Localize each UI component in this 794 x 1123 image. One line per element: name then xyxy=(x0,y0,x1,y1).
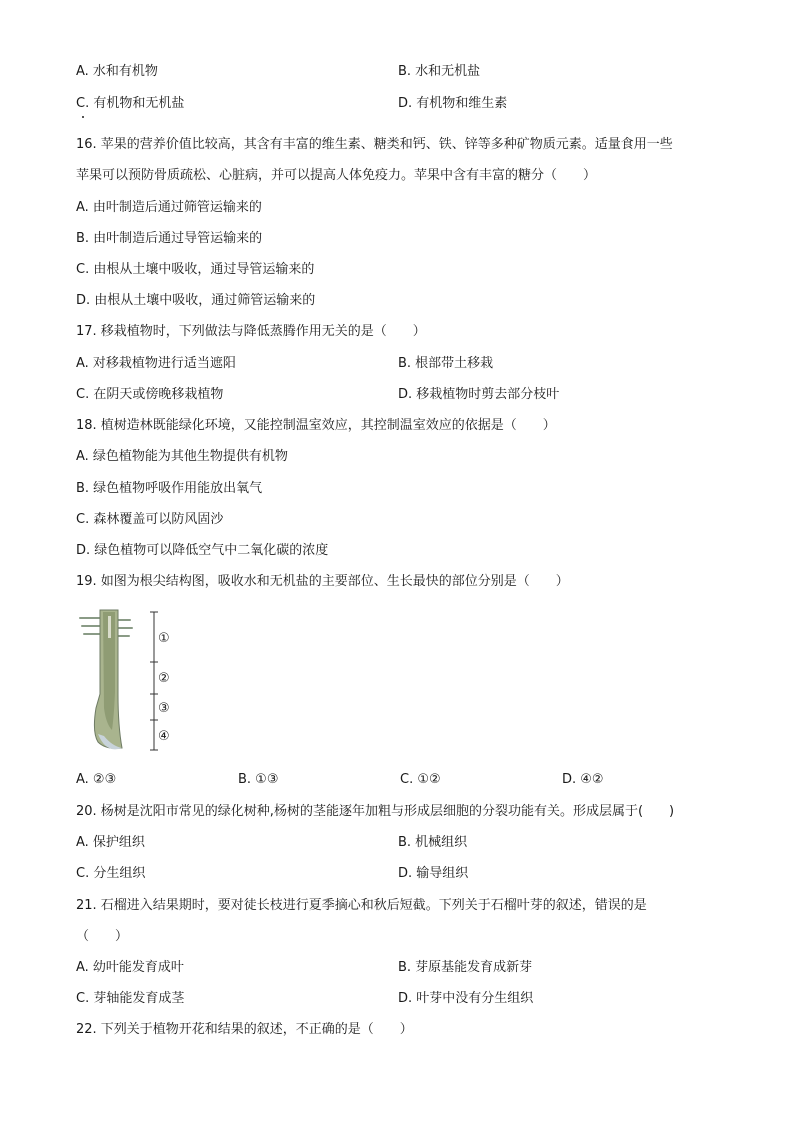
q16-option-b: B. 由叶制造后通过导管运输来的 xyxy=(76,231,263,246)
root-tip-figure xyxy=(76,608,176,756)
q20-stem: 20. 杨树是沈阳市常见的绿化树种,杨树的茎能逐年加粗与形成层细胞的分裂功能有关。形成层属于( ) xyxy=(76,804,675,819)
q16-option-c: C. 由根从土壤中吸收，通过导管运输来的 xyxy=(76,262,315,277)
q21-option-c: C. 芽轴能发育成茎 xyxy=(76,991,185,1006)
q15-option-d: D. 有机物和维生素 xyxy=(398,96,508,111)
stray-dot xyxy=(82,116,84,118)
q19-option-a: A. ②③ xyxy=(76,772,117,787)
q16-stem-line1: 16. 苹果的营养价值比较高，其含有丰富的维生素、糖类和钙、铁、锌等多种矿物质元素。适量食用一些 xyxy=(76,137,673,152)
q22-stem: 22. 下列关于植物开花和结果的叙述，不正确的是（ ） xyxy=(76,1022,413,1037)
q20-option-a: A. 保护组织 xyxy=(76,835,145,850)
q20-option-c: C. 分生组织 xyxy=(76,866,146,881)
zone-label-1: ① xyxy=(158,631,170,646)
q15-option-c: C. 有机物和无机盐 xyxy=(76,96,185,111)
q18-option-d: D. 绿色植物可以降低空气中二氧化碳的浓度 xyxy=(76,543,329,558)
q18-option-c: C. 森林覆盖可以防风固沙 xyxy=(76,512,224,527)
q21-option-b: B. 芽原基能发育成新芽 xyxy=(398,960,533,975)
q15-option-a: A. 水和有机物 xyxy=(76,64,158,79)
q21-option-d: D. 叶芽中没有分生组织 xyxy=(398,991,534,1006)
q20-option-d: D. 输导组织 xyxy=(398,866,469,881)
zone-label-3: ③ xyxy=(158,701,170,716)
q19-option-b: B. ①③ xyxy=(238,772,279,787)
q17-option-d: D. 移栽植物时剪去部分枝叶 xyxy=(398,387,560,402)
vascular-strand xyxy=(108,616,111,638)
q19-option-c: C. ①② xyxy=(400,772,441,787)
zone-brackets xyxy=(150,612,158,750)
q18-stem: 18. 植树造林既能绿化环境，又能控制温室效应，其控制温室效应的依据是（ ） xyxy=(76,418,556,433)
q15-option-b: B. 水和无机盐 xyxy=(398,64,481,79)
q19-stem: 19. 如图为根尖结构图，吸收水和无机盐的主要部位、生长最快的部位分别是（ ） xyxy=(76,574,569,589)
q18-option-a: A. 绿色植物能为其他生物提供有机物 xyxy=(76,449,288,464)
q17-option-c: C. 在阴天或傍晚移栽植物 xyxy=(76,387,224,402)
q18-option-b: B. 绿色植物呼吸作用能放出氧气 xyxy=(76,481,263,496)
zone-label-4: ④ xyxy=(158,729,170,744)
q19-option-d: D. ④② xyxy=(562,772,604,787)
q17-option-a: A. 对移栽植物进行适当遮阳 xyxy=(76,356,236,371)
q16-option-d: D. 由根从土壤中吸收，通过筛管运输来的 xyxy=(76,293,316,308)
q16-option-a: A. 由叶制造后通过筛管运输来的 xyxy=(76,200,262,215)
q21-stem-line2: （ ） xyxy=(76,929,129,944)
q21-stem-line1: 21. 石榴进入结果期时，要对徒长枝进行夏季摘心和秋后短截。下列关于石榴叶芽的叙述，错误的是 xyxy=(76,898,647,913)
q21-option-a: A. 幼叶能发育成叶 xyxy=(76,960,184,975)
q17-stem: 17. 移栽植物时，下列做法与降低蒸腾作用无关的是（ ） xyxy=(76,324,426,339)
zone-label-2: ② xyxy=(158,671,170,686)
q17-option-b: B. 根部带土移栽 xyxy=(398,356,494,371)
q20-option-b: B. 机械组织 xyxy=(398,835,468,850)
q16-stem-line2: 苹果可以预防骨质疏松、心脏病，并可以提高人体免疫力。苹果中含有丰富的糖分（ ） xyxy=(76,168,597,183)
